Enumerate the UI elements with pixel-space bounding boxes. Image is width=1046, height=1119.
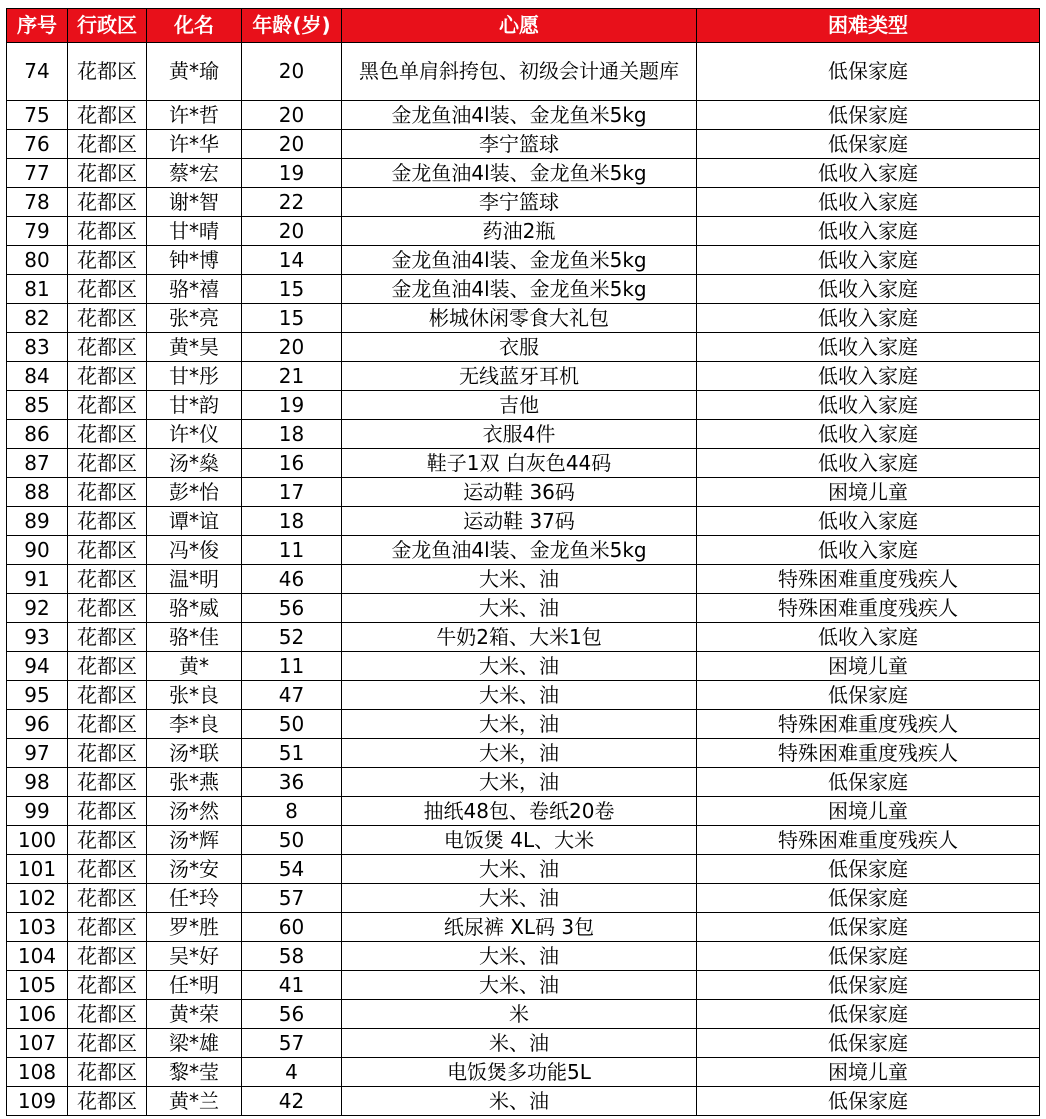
cell-age: 20 bbox=[242, 217, 342, 246]
cell-alias: 任*明 bbox=[147, 971, 242, 1000]
cell-district: 花都区 bbox=[68, 681, 147, 710]
table-row bbox=[7, 565, 1040, 594]
cell-hardship-type: 低保家庭 bbox=[697, 1087, 1040, 1116]
table-row bbox=[7, 217, 1040, 246]
cell-age: 57 bbox=[242, 884, 342, 913]
cell-index: 83 bbox=[7, 333, 68, 362]
cell-alias: 谭*谊 bbox=[147, 507, 242, 536]
table-row bbox=[7, 188, 1040, 217]
cell-index: 84 bbox=[7, 362, 68, 391]
cell-wish: 运动鞋 37码 bbox=[342, 507, 697, 536]
cell-age: 14 bbox=[242, 246, 342, 275]
cell-district: 花都区 bbox=[68, 159, 147, 188]
cell-alias: 甘*韵 bbox=[147, 391, 242, 420]
table-row bbox=[7, 710, 1040, 739]
col-header-wish: 心愿 bbox=[342, 9, 697, 43]
cell-alias: 黄*荣 bbox=[147, 1000, 242, 1029]
table-row bbox=[7, 913, 1040, 942]
cell-age: 15 bbox=[242, 304, 342, 333]
cell-alias: 许*华 bbox=[147, 130, 242, 159]
cell-wish: 衣服 bbox=[342, 333, 697, 362]
cell-alias: 汤*联 bbox=[147, 739, 242, 768]
cell-age: 19 bbox=[242, 159, 342, 188]
cell-alias: 黄*昊 bbox=[147, 333, 242, 362]
table-row bbox=[7, 971, 1040, 1000]
cell-district: 花都区 bbox=[68, 971, 147, 1000]
cell-age: 36 bbox=[242, 768, 342, 797]
cell-alias: 张*亮 bbox=[147, 304, 242, 333]
cell-district: 花都区 bbox=[68, 449, 147, 478]
cell-district: 花都区 bbox=[68, 478, 147, 507]
cell-district: 花都区 bbox=[68, 1029, 147, 1058]
cell-age: 41 bbox=[242, 971, 342, 1000]
cell-index: 104 bbox=[7, 942, 68, 971]
table-row bbox=[7, 652, 1040, 681]
cell-alias: 甘*彤 bbox=[147, 362, 242, 391]
cell-district: 花都区 bbox=[68, 1058, 147, 1087]
cell-index: 107 bbox=[7, 1029, 68, 1058]
cell-wish: 鞋子1双 白灰色44码 bbox=[342, 449, 697, 478]
cell-index: 109 bbox=[7, 1087, 68, 1116]
cell-alias: 骆*禧 bbox=[147, 275, 242, 304]
cell-district: 花都区 bbox=[68, 710, 147, 739]
cell-index: 81 bbox=[7, 275, 68, 304]
cell-index: 105 bbox=[7, 971, 68, 1000]
wish-table bbox=[6, 8, 1040, 1116]
cell-hardship-type: 低收入家庭 bbox=[697, 217, 1040, 246]
cell-district: 花都区 bbox=[68, 391, 147, 420]
cell-alias: 吴*好 bbox=[147, 942, 242, 971]
cell-age: 11 bbox=[242, 536, 342, 565]
cell-district: 花都区 bbox=[68, 594, 147, 623]
cell-hardship-type: 低保家庭 bbox=[697, 43, 1040, 101]
cell-age: 11 bbox=[242, 652, 342, 681]
cell-hardship-type: 低收入家庭 bbox=[697, 449, 1040, 478]
cell-alias: 甘*晴 bbox=[147, 217, 242, 246]
cell-index: 102 bbox=[7, 884, 68, 913]
cell-hardship-type: 困境儿童 bbox=[697, 1058, 1040, 1087]
cell-district: 花都区 bbox=[68, 797, 147, 826]
table-row bbox=[7, 101, 1040, 130]
cell-age: 18 bbox=[242, 507, 342, 536]
cell-alias: 黎*莹 bbox=[147, 1058, 242, 1087]
cell-hardship-type: 低保家庭 bbox=[697, 101, 1040, 130]
cell-hardship-type: 困境儿童 bbox=[697, 797, 1040, 826]
cell-wish: 大米、油 bbox=[342, 681, 697, 710]
cell-district: 花都区 bbox=[68, 43, 147, 101]
cell-alias: 彭*怡 bbox=[147, 478, 242, 507]
cell-hardship-type: 低收入家庭 bbox=[697, 304, 1040, 333]
cell-hardship-type: 低收入家庭 bbox=[697, 536, 1040, 565]
cell-district: 花都区 bbox=[68, 217, 147, 246]
table-row bbox=[7, 797, 1040, 826]
cell-alias: 温*明 bbox=[147, 565, 242, 594]
cell-index: 76 bbox=[7, 130, 68, 159]
cell-alias: 黄*瑜 bbox=[147, 43, 242, 101]
cell-age: 19 bbox=[242, 391, 342, 420]
cell-wish: 李宁篮球 bbox=[342, 130, 697, 159]
cell-wish: 运动鞋 36码 bbox=[342, 478, 697, 507]
cell-hardship-type: 困境儿童 bbox=[697, 478, 1040, 507]
cell-wish: 无线蓝牙耳机 bbox=[342, 362, 697, 391]
table-row bbox=[7, 536, 1040, 565]
cell-index: 80 bbox=[7, 246, 68, 275]
cell-wish: 电饭煲 4L、大米 bbox=[342, 826, 697, 855]
cell-wish: 吉他 bbox=[342, 391, 697, 420]
cell-district: 花都区 bbox=[68, 101, 147, 130]
table-row bbox=[7, 362, 1040, 391]
cell-wish: 抽纸48包、卷纸20卷 bbox=[342, 797, 697, 826]
cell-hardship-type: 低收入家庭 bbox=[697, 333, 1040, 362]
header-row bbox=[7, 9, 1040, 43]
table-row bbox=[7, 159, 1040, 188]
table-row bbox=[7, 333, 1040, 362]
cell-district: 花都区 bbox=[68, 188, 147, 217]
cell-alias: 冯*俊 bbox=[147, 536, 242, 565]
cell-wish: 彬城休闲零食大礼包 bbox=[342, 304, 697, 333]
cell-wish: 大米、油 bbox=[342, 652, 697, 681]
cell-index: 96 bbox=[7, 710, 68, 739]
cell-age: 15 bbox=[242, 275, 342, 304]
cell-index: 74 bbox=[7, 43, 68, 101]
cell-wish: 米、油 bbox=[342, 1087, 697, 1116]
cell-index: 98 bbox=[7, 768, 68, 797]
cell-wish: 大米、油 bbox=[342, 971, 697, 1000]
cell-index: 78 bbox=[7, 188, 68, 217]
col-header-district: 行政区 bbox=[68, 9, 147, 43]
cell-wish: 电饭煲多功能5L bbox=[342, 1058, 697, 1087]
cell-age: 20 bbox=[242, 333, 342, 362]
cell-district: 花都区 bbox=[68, 884, 147, 913]
cell-wish: 大米，油 bbox=[342, 739, 697, 768]
table-row bbox=[7, 420, 1040, 449]
table-row bbox=[7, 681, 1040, 710]
cell-alias: 李*良 bbox=[147, 710, 242, 739]
cell-wish: 金龙鱼油4l装、金龙鱼米5kg bbox=[342, 536, 697, 565]
cell-age: 22 bbox=[242, 188, 342, 217]
cell-alias: 罗*胜 bbox=[147, 913, 242, 942]
cell-age: 54 bbox=[242, 855, 342, 884]
cell-alias: 黄*兰 bbox=[147, 1087, 242, 1116]
cell-hardship-type: 低保家庭 bbox=[697, 1029, 1040, 1058]
cell-wish: 大米、油 bbox=[342, 855, 697, 884]
cell-age: 56 bbox=[242, 594, 342, 623]
cell-district: 花都区 bbox=[68, 855, 147, 884]
cell-index: 95 bbox=[7, 681, 68, 710]
cell-wish: 金龙鱼油4l装、金龙鱼米5kg bbox=[342, 246, 697, 275]
cell-alias: 任*玲 bbox=[147, 884, 242, 913]
cell-wish: 牛奶2箱、大米1包 bbox=[342, 623, 697, 652]
cell-index: 92 bbox=[7, 594, 68, 623]
cell-age: 56 bbox=[242, 1000, 342, 1029]
cell-district: 花都区 bbox=[68, 246, 147, 275]
cell-alias: 汤*辉 bbox=[147, 826, 242, 855]
cell-age: 16 bbox=[242, 449, 342, 478]
cell-wish: 米 bbox=[342, 1000, 697, 1029]
cell-hardship-type: 困境儿童 bbox=[697, 652, 1040, 681]
cell-wish: 大米、油 bbox=[342, 942, 697, 971]
cell-index: 90 bbox=[7, 536, 68, 565]
cell-alias: 骆*佳 bbox=[147, 623, 242, 652]
cell-wish: 大米，油 bbox=[342, 768, 697, 797]
cell-wish: 纸尿裤 XL码 3包 bbox=[342, 913, 697, 942]
cell-index: 94 bbox=[7, 652, 68, 681]
cell-alias: 梁*雄 bbox=[147, 1029, 242, 1058]
cell-wish: 大米、油 bbox=[342, 565, 697, 594]
cell-hardship-type: 特殊困难重度残疾人 bbox=[697, 565, 1040, 594]
cell-age: 47 bbox=[242, 681, 342, 710]
cell-district: 花都区 bbox=[68, 826, 147, 855]
cell-age: 50 bbox=[242, 710, 342, 739]
cell-district: 花都区 bbox=[68, 913, 147, 942]
cell-index: 97 bbox=[7, 739, 68, 768]
table-row bbox=[7, 246, 1040, 275]
cell-hardship-type: 低收入家庭 bbox=[697, 507, 1040, 536]
cell-hardship-type: 特殊困难重度残疾人 bbox=[697, 710, 1040, 739]
cell-age: 51 bbox=[242, 739, 342, 768]
cell-district: 花都区 bbox=[68, 507, 147, 536]
table-row bbox=[7, 275, 1040, 304]
cell-age: 50 bbox=[242, 826, 342, 855]
cell-index: 85 bbox=[7, 391, 68, 420]
cell-age: 52 bbox=[242, 623, 342, 652]
cell-index: 82 bbox=[7, 304, 68, 333]
cell-alias: 许*仪 bbox=[147, 420, 242, 449]
table-row bbox=[7, 130, 1040, 159]
cell-age: 20 bbox=[242, 43, 342, 101]
table-row bbox=[7, 884, 1040, 913]
table-row bbox=[7, 449, 1040, 478]
table-row bbox=[7, 391, 1040, 420]
cell-hardship-type: 低保家庭 bbox=[697, 884, 1040, 913]
cell-age: 58 bbox=[242, 942, 342, 971]
cell-index: 101 bbox=[7, 855, 68, 884]
table-row bbox=[7, 43, 1040, 101]
table-row bbox=[7, 768, 1040, 797]
cell-district: 花都区 bbox=[68, 130, 147, 159]
cell-hardship-type: 低收入家庭 bbox=[697, 188, 1040, 217]
cell-index: 88 bbox=[7, 478, 68, 507]
table-row bbox=[7, 478, 1040, 507]
cell-index: 106 bbox=[7, 1000, 68, 1029]
cell-district: 花都区 bbox=[68, 565, 147, 594]
cell-district: 花都区 bbox=[68, 333, 147, 362]
table-row bbox=[7, 855, 1040, 884]
cell-district: 花都区 bbox=[68, 942, 147, 971]
table-row bbox=[7, 942, 1040, 971]
cell-hardship-type: 低保家庭 bbox=[697, 855, 1040, 884]
cell-alias: 许*哲 bbox=[147, 101, 242, 130]
cell-age: 46 bbox=[242, 565, 342, 594]
cell-hardship-type: 低保家庭 bbox=[697, 971, 1040, 1000]
cell-index: 86 bbox=[7, 420, 68, 449]
col-header-age: 年龄(岁) bbox=[242, 9, 342, 43]
cell-district: 花都区 bbox=[68, 652, 147, 681]
cell-wish: 药油2瓶 bbox=[342, 217, 697, 246]
cell-alias: 汤*然 bbox=[147, 797, 242, 826]
table-body bbox=[7, 43, 1040, 1116]
cell-age: 20 bbox=[242, 130, 342, 159]
cell-wish: 金龙鱼油4l装、金龙鱼米5kg bbox=[342, 275, 697, 304]
cell-hardship-type: 低收入家庭 bbox=[697, 246, 1040, 275]
col-header-alias: 化名 bbox=[147, 9, 242, 43]
cell-age: 57 bbox=[242, 1029, 342, 1058]
col-header-index: 序号 bbox=[7, 9, 68, 43]
cell-wish: 大米、油 bbox=[342, 594, 697, 623]
cell-hardship-type: 低收入家庭 bbox=[697, 420, 1040, 449]
cell-wish: 衣服4件 bbox=[342, 420, 697, 449]
cell-index: 103 bbox=[7, 913, 68, 942]
table-row bbox=[7, 1000, 1040, 1029]
cell-index: 108 bbox=[7, 1058, 68, 1087]
cell-district: 花都区 bbox=[68, 362, 147, 391]
cell-age: 21 bbox=[242, 362, 342, 391]
cell-hardship-type: 特殊困难重度残疾人 bbox=[697, 739, 1040, 768]
cell-district: 花都区 bbox=[68, 1000, 147, 1029]
cell-hardship-type: 低收入家庭 bbox=[697, 391, 1040, 420]
cell-wish: 李宁篮球 bbox=[342, 188, 697, 217]
cell-alias: 张*燕 bbox=[147, 768, 242, 797]
cell-hardship-type: 低保家庭 bbox=[697, 768, 1040, 797]
cell-index: 77 bbox=[7, 159, 68, 188]
cell-index: 91 bbox=[7, 565, 68, 594]
cell-wish: 米、油 bbox=[342, 1029, 697, 1058]
cell-age: 42 bbox=[242, 1087, 342, 1116]
cell-index: 99 bbox=[7, 797, 68, 826]
table-row bbox=[7, 1087, 1040, 1116]
cell-district: 花都区 bbox=[68, 1087, 147, 1116]
cell-age: 4 bbox=[242, 1058, 342, 1087]
cell-hardship-type: 低收入家庭 bbox=[697, 159, 1040, 188]
cell-hardship-type: 低保家庭 bbox=[697, 942, 1040, 971]
cell-alias: 黄* bbox=[147, 652, 242, 681]
cell-age: 20 bbox=[242, 101, 342, 130]
cell-alias: 骆*威 bbox=[147, 594, 242, 623]
cell-district: 花都区 bbox=[68, 768, 147, 797]
cell-hardship-type: 低保家庭 bbox=[697, 130, 1040, 159]
cell-alias: 谢*智 bbox=[147, 188, 242, 217]
cell-hardship-type: 低收入家庭 bbox=[697, 623, 1040, 652]
cell-alias: 钟*博 bbox=[147, 246, 242, 275]
cell-district: 花都区 bbox=[68, 275, 147, 304]
cell-hardship-type: 特殊困难重度残疾人 bbox=[697, 826, 1040, 855]
cell-hardship-type: 低收入家庭 bbox=[697, 275, 1040, 304]
cell-hardship-type: 低保家庭 bbox=[697, 913, 1040, 942]
cell-age: 60 bbox=[242, 913, 342, 942]
cell-hardship-type: 低保家庭 bbox=[697, 681, 1040, 710]
cell-district: 花都区 bbox=[68, 420, 147, 449]
cell-index: 100 bbox=[7, 826, 68, 855]
cell-district: 花都区 bbox=[68, 304, 147, 333]
cell-wish: 大米、油 bbox=[342, 884, 697, 913]
table-row bbox=[7, 507, 1040, 536]
cell-index: 75 bbox=[7, 101, 68, 130]
col-header-hardship-type: 困难类型 bbox=[697, 9, 1040, 43]
cell-age: 18 bbox=[242, 420, 342, 449]
table-row bbox=[7, 826, 1040, 855]
cell-wish: 黑色单肩斜挎包、初级会计通关题库 bbox=[342, 43, 697, 101]
cell-age: 17 bbox=[242, 478, 342, 507]
cell-index: 79 bbox=[7, 217, 68, 246]
cell-alias: 蔡*宏 bbox=[147, 159, 242, 188]
table-row bbox=[7, 739, 1040, 768]
cell-index: 93 bbox=[7, 623, 68, 652]
cell-hardship-type: 低保家庭 bbox=[697, 1000, 1040, 1029]
cell-district: 花都区 bbox=[68, 739, 147, 768]
table-row bbox=[7, 594, 1040, 623]
cell-age: 8 bbox=[242, 797, 342, 826]
cell-wish: 大米，油 bbox=[342, 710, 697, 739]
table-row bbox=[7, 1058, 1040, 1087]
cell-wish: 金龙鱼油4l装、金龙鱼米5kg bbox=[342, 159, 697, 188]
cell-alias: 汤*安 bbox=[147, 855, 242, 884]
cell-index: 89 bbox=[7, 507, 68, 536]
cell-index: 87 bbox=[7, 449, 68, 478]
cell-hardship-type: 特殊困难重度残疾人 bbox=[697, 594, 1040, 623]
cell-alias: 汤*燊 bbox=[147, 449, 242, 478]
table-row bbox=[7, 623, 1040, 652]
cell-alias: 张*良 bbox=[147, 681, 242, 710]
table-row bbox=[7, 1029, 1040, 1058]
cell-district: 花都区 bbox=[68, 623, 147, 652]
table-row bbox=[7, 304, 1040, 333]
cell-hardship-type: 低收入家庭 bbox=[697, 362, 1040, 391]
cell-wish: 金龙鱼油4l装、金龙鱼米5kg bbox=[342, 101, 697, 130]
cell-district: 花都区 bbox=[68, 536, 147, 565]
